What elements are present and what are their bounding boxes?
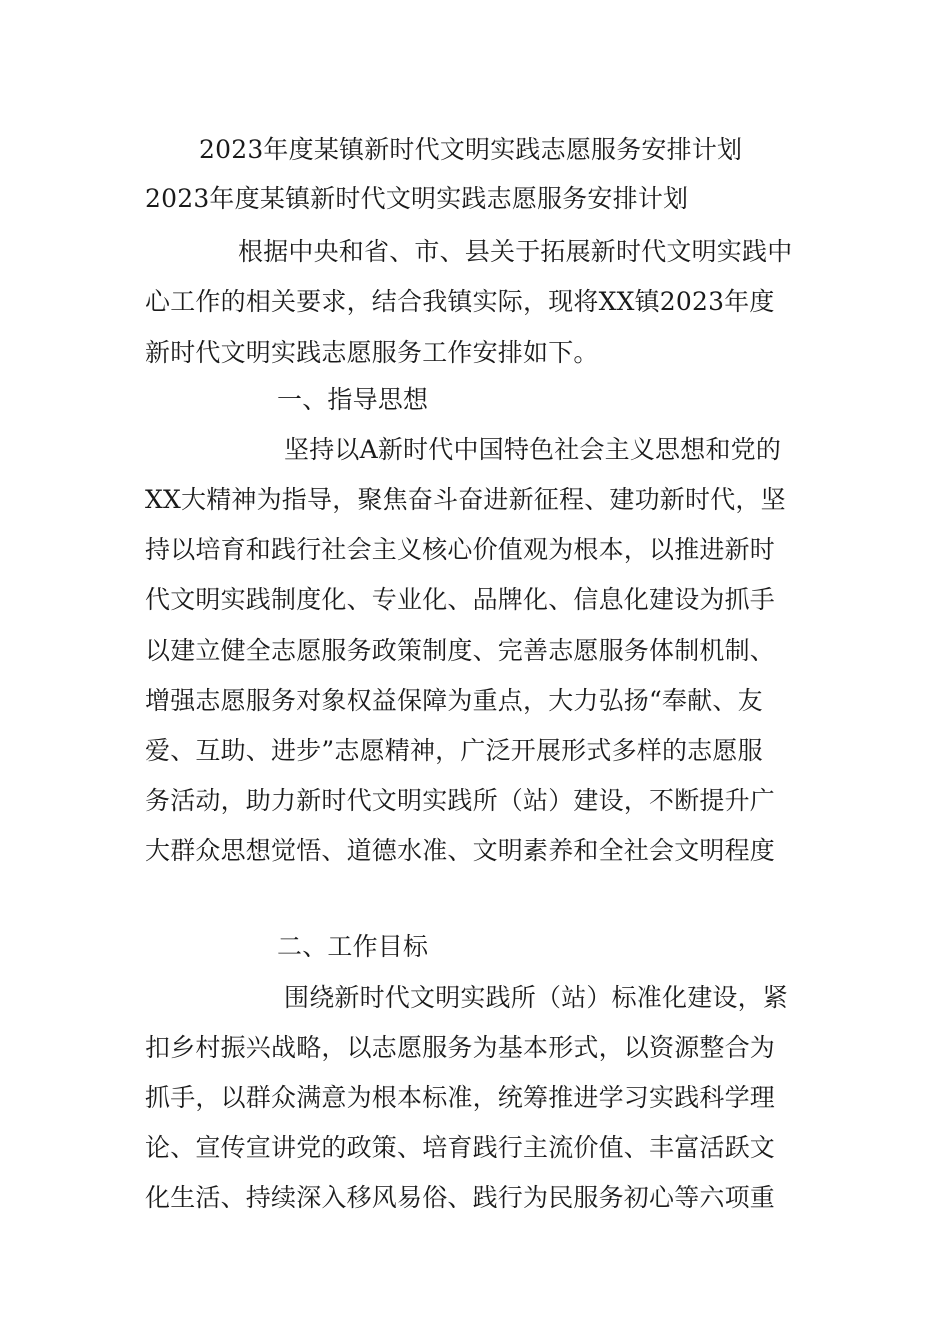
section2-line-5: 化生活、持续深入移风易俗、践行为民服务初心等六项重 bbox=[145, 1183, 776, 1212]
section1-line-9: 大群众思想觉悟、道德水准、文明素养和全社会文明程度 bbox=[145, 836, 776, 865]
intro-line-2: 心工作的相关要求，结合我镇实际，现将XX镇2023年度 bbox=[145, 287, 775, 316]
intro-line-1: 根据中央和省、市、县关于拓展新时代文明实践中 bbox=[238, 237, 793, 266]
section2-line-2: 扣乡村振兴战略，以志愿服务为基本形式，以资源整合为 bbox=[145, 1033, 776, 1062]
section-heading-guiding-ideology: 一、指导思想 bbox=[277, 385, 429, 414]
section1-line-6: 增强志愿服务对象权益保障为重点，大力弘扬“奉献、友 bbox=[145, 686, 763, 715]
section1-line-2: XX大精神为指导，聚焦奋斗奋进新征程、建功新时代，坚 bbox=[145, 485, 786, 514]
intro-line-3: 新时代文明实践志愿服务工作安排如下。 bbox=[145, 338, 599, 367]
section1-line-4: 代文明实践制度化、专业化、品牌化、信息化建设为抓手 bbox=[145, 585, 776, 614]
section2-line-3: 抓手，以群众满意为根本标准，统筹推进学习实践科学理 bbox=[145, 1083, 776, 1112]
section2-line-1: 围绕新时代文明实践所（站）标准化建设，紧 bbox=[284, 983, 789, 1012]
section1-line-3: 持以培育和践行社会主义核心价值观为根本，以推进新时 bbox=[145, 535, 776, 564]
section1-line-7: 爱、互助、进步”志愿精神，广泛开展形式多样的志愿服 bbox=[145, 736, 763, 765]
document-title: 2023年度某镇新时代文明实践志愿服务安排计划 bbox=[199, 135, 743, 164]
section-heading-work-goals: 二、工作目标 bbox=[277, 932, 429, 961]
document-title-repeat: 2023年度某镇新时代文明实践志愿服务安排计划 bbox=[145, 184, 689, 213]
section1-line-8: 务活动，助力新时代文明实践所（站）建设，不断提升广 bbox=[145, 786, 776, 815]
section1-line-1: 坚持以A新时代中国特色社会主义思想和党的 bbox=[284, 435, 782, 464]
section2-line-4: 论、宣传宣讲党的政策、培育践行主流价值、丰富活跃文 bbox=[145, 1133, 776, 1162]
section1-line-5: 以建立健全志愿服务政策制度、完善志愿服务体制机制、 bbox=[145, 636, 776, 665]
